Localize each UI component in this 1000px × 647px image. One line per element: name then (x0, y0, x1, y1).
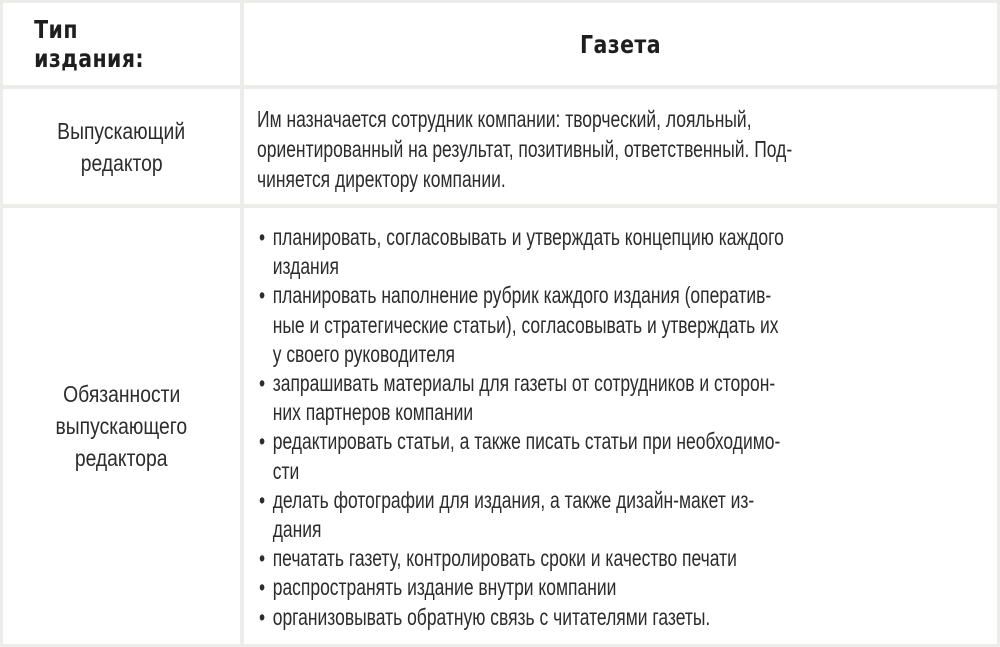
list-item-line: дания (272, 516, 322, 543)
bullet-icon: • (259, 370, 266, 397)
list-item-line: ные и стратегические статьи), согласовывать и утверждать их (272, 311, 779, 338)
list-item-line: них партнеров компании (272, 399, 474, 426)
list-item-line: планировать наполнение рубрик каждого издания (оператив- (272, 282, 772, 309)
list-item-line: организовывать обратную связь с читателями газеты. (272, 603, 711, 630)
bullet-icon: • (259, 428, 266, 455)
row-label-editor (3, 89, 240, 204)
list-item-line: у своего руководителя (272, 340, 456, 367)
bullet-icon: • (259, 282, 266, 309)
description-line: Им назначается сотрудник компании: творческий, лояльный, (257, 106, 752, 132)
list-item-line: издания (272, 253, 339, 280)
editor-description (257, 104, 987, 194)
row-label-cell-duties (3, 208, 240, 644)
list-item (256, 603, 1000, 632)
list-item (256, 369, 1000, 427)
bullet-icon: • (259, 486, 266, 513)
row-label-line: выпускающего (55, 413, 188, 439)
row-label-line: Выпускающий (57, 117, 186, 144)
row-label-line: редактор (80, 149, 163, 176)
list-item (256, 573, 1000, 602)
list-item (256, 544, 1000, 573)
list-item-line: запрашивать материалы для газеты от сотрудников и сторон- (272, 370, 776, 397)
bullet-icon: • (259, 545, 266, 572)
row-content-cell-editor (244, 89, 997, 204)
bullet-icon: • (259, 574, 266, 601)
list-item-line: распространять издание внутри компании (272, 574, 617, 601)
row-label-line: Обязанности (62, 381, 181, 407)
bullet-icon: • (259, 603, 266, 630)
row-label-line: редактора (75, 445, 168, 471)
duties-list (256, 223, 1000, 632)
list-item-line: редактировать статьи, а также писать статьи при необходимо- (272, 428, 781, 455)
description-line: ориентированный на результат, позитивный, ответственный. Под- (257, 136, 793, 162)
list-item (256, 281, 1000, 369)
header-cell-newspaper (244, 3, 997, 85)
list-item (256, 486, 1000, 544)
list-item-line: сти (272, 457, 300, 484)
bullet-icon: • (259, 224, 266, 250)
list-item (256, 427, 1000, 485)
row-label-cell-editor (3, 89, 240, 204)
header-newspaper-label: Газета (580, 29, 661, 59)
list-item-line: делать фотографии для издания, а также дизайн-макет из- (272, 486, 755, 513)
row-content-cell-duties (244, 208, 997, 644)
description-line: чиняется директору компании. (257, 166, 506, 192)
header-type-label: Тип издания: (34, 15, 145, 73)
list-item-line: планировать, согласовывать и утверждать концепцию каждого (272, 224, 784, 250)
list-item-line: печатать газету, контролировать сроки и качество печати (272, 545, 737, 572)
header-cell-type (3, 3, 240, 85)
list-item (256, 223, 1000, 281)
row-label-duties (3, 208, 240, 644)
